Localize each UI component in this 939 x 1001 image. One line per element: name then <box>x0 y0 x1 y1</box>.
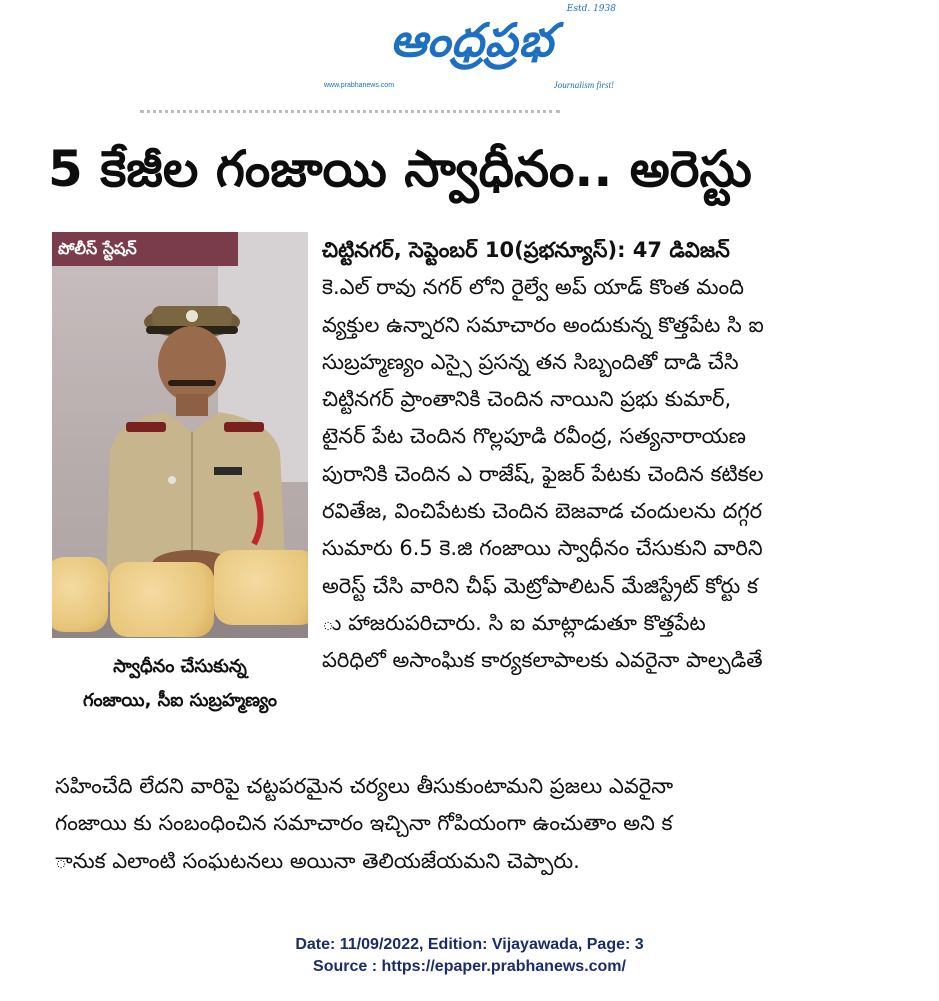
clipped-text-line <box>140 100 560 113</box>
news-photo <box>52 232 308 638</box>
article-line: పురానికి చెందిన ఎ రాజేష్, ఫైజర్ పేటకు చెందిన కటికల <box>322 461 764 486</box>
article-line: కె.ఎల్ రావు నగర్ లోని రైల్వే అప్ యాడ్ కొంత మంది <box>322 275 744 300</box>
article-line: సుబ్రహ్మణ్యం ఎస్సై ప్రసన్న తన సిబ్బందితో దాడి చేసి <box>322 349 739 374</box>
article-line-lead: 47 డివిజన్ <box>625 238 730 262</box>
article-line <box>322 232 918 269</box>
headline: 5 కేజీల గంజాయి స్వాధీనం.. అరెస్టు <box>48 140 752 198</box>
article-column-text <box>322 232 918 680</box>
newspaper-logo: ఆంధ్రప్రభ <box>390 13 554 67</box>
police-officer-figure <box>96 282 296 582</box>
article-line: పరిధిలో అసాంఘిక కార్యకలాపాలకు ఎవరైనా పాల్పడితే <box>322 648 763 673</box>
photo-caption <box>52 650 308 718</box>
article-line: గంజాయి కు సంబంధించిన సమాచారం ఇచ్చినా గోపియంగా ఉంచుతాం అని క <box>55 811 673 836</box>
article-full-width-text <box>55 768 918 880</box>
source-line: Source : https://epaper.prabhanews.com/ <box>313 958 626 975</box>
article-line: వ్యక్తుల ఉన్నారని సమాచారం అందుకున్న కొత్తపేట సి ఐ <box>322 312 764 337</box>
article-line: ానుక ఎలాంటి సంఘటనలు అయినా తెలియజేయమని చెప్పారు. <box>55 848 580 873</box>
ganja-packet <box>110 562 214 637</box>
tagline: Journalism first! <box>553 80 614 90</box>
edition-date-line: Date: 11/09/2022, Edition: Vijayawada, Page: 3 <box>295 936 644 953</box>
article-dateline: చిట్టినగర్, సెప్టెంబర్ 10(ప్రభన్యూస్): <box>322 238 626 262</box>
article-line: ు హాజరుపరిచారు. సి ఐ మాట్లాడుతూ కొత్తపేట <box>322 610 706 635</box>
ganja-packet <box>214 550 308 625</box>
article-line: టైనర్ పేట చెందిన గొల్లపూడి రవీంద్ర, సత్యనారాయణ <box>322 424 746 449</box>
article-line: సుమారు 6.5 కె.జి గంజాయి స్వాధీనం చేసుకుని వారిని <box>322 536 763 561</box>
caption-line: గంజాయి, సీఐ సుబ్రహ్మణ్యం <box>82 690 278 711</box>
article-line: సహించేది లేదని వారిపై చట్టపరమైన చర్యలు తీసుకుంటామని ప్రజలు ఎవరైనా <box>55 774 674 798</box>
caption-line: స్వాధీనం చేసుకున్న <box>113 656 247 677</box>
established-year: Estd. 1938 <box>566 4 616 14</box>
site-url: www.prabhanews.com <box>324 82 395 89</box>
article-line: చిట్టినగర్ ప్రాంతానికి చెందిన నాయిని ప్రభు కుమార్, <box>322 387 732 412</box>
police-station-sign: పోలీస్ స్టేషన్ <box>52 232 238 266</box>
article-line: అరెస్ట్ చేసి వారిని చీఫ్ మెట్రోపాలిటన్ మేజిస్ట్రేట్ కోర్టు క <box>322 573 758 598</box>
masthead <box>322 4 622 92</box>
edition-footer <box>0 934 939 978</box>
article-line: రవితేజ, వించిపేటకు చెందిన బెజవాడ చందులను దగ్గర <box>322 499 763 524</box>
ganja-packet <box>52 557 108 632</box>
